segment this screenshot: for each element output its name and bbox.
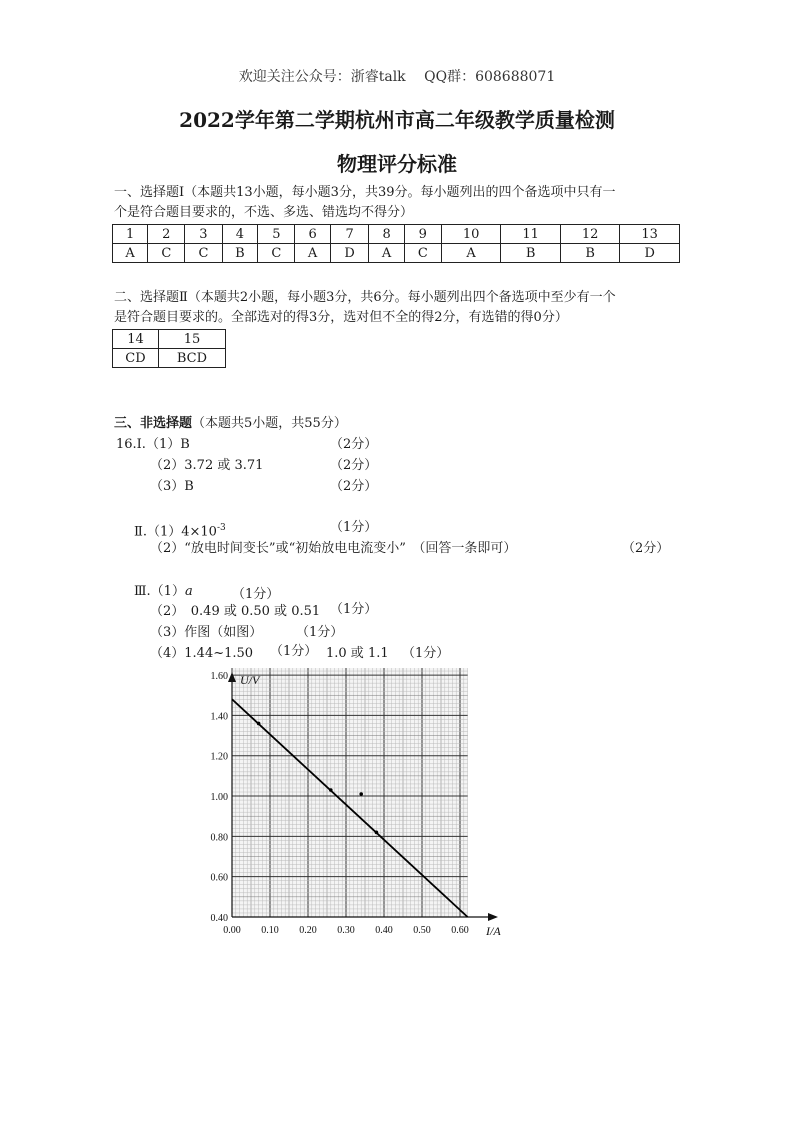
answer-cell: CD	[113, 349, 159, 368]
x-tick-label: 0.10	[261, 925, 279, 936]
answer-cell: BCD	[158, 349, 225, 368]
q16-3-item4-score2: （1分）	[402, 646, 450, 661]
section1-answer-table	[112, 224, 680, 263]
question-number-cell: 3	[185, 225, 222, 244]
y-tick-label: 0.60	[210, 872, 228, 884]
y-tick-label: 0.80	[210, 832, 228, 844]
answer-cell: C	[258, 244, 295, 263]
q16-1-item3-label: （3）B	[150, 479, 194, 494]
q16-2-item2-score: （2分）	[622, 541, 670, 556]
question-number-cell: 4	[222, 225, 258, 244]
x-tick-label: 0.00	[223, 925, 241, 936]
section1-instructions-line1: 一、选择题Ⅰ（本题共13小题，每小题3分，共39分。每小题列出的四个备选项中只有一	[114, 185, 616, 200]
q16-3-item2-label: （2） 0.49 或 0.50 或 0.51	[150, 604, 321, 619]
x-tick-label: 0.60	[451, 925, 469, 936]
y-tick-label: 1.40	[210, 711, 228, 723]
question-number-cell: 11	[501, 225, 561, 244]
q16-3-item1-score: （1分）	[232, 587, 280, 602]
y-tick-label: 1.00	[210, 792, 228, 804]
question-number-cell: 10	[441, 225, 501, 244]
question-number-cell: 6	[295, 225, 330, 244]
q16-3-item4-label: （4）1.44~1.50	[150, 646, 254, 661]
q16-3-item3-label: （3）作图（如图）	[150, 625, 263, 640]
question-number-cell: 12	[560, 225, 620, 244]
q16-1-item1-label: 16.Ⅰ.（1）B	[116, 437, 190, 452]
x-axis-label: I/A	[486, 924, 501, 938]
answer-cell: C	[148, 244, 185, 263]
question-number-cell: 9	[404, 225, 441, 244]
question-number-cell: 8	[369, 225, 404, 244]
answer-cell: A	[369, 244, 404, 263]
answer-cell: C	[404, 244, 441, 263]
q16-3-item1	[134, 582, 193, 602]
question-number-cell: 5	[258, 225, 295, 244]
data-point	[359, 792, 363, 796]
answer-cell: D	[620, 244, 680, 263]
question-number-cell: 7	[330, 225, 369, 244]
data-point	[257, 722, 261, 726]
header-text: 欢迎关注公众号：浙睿talk QQ群：608688071	[238, 69, 556, 85]
q16-1-item1-score: （2分）	[330, 437, 378, 452]
q16-2-item1-score: （1分）	[330, 520, 378, 535]
page-title: 2022学年第二学期杭州市高二年级教学质量检测	[179, 108, 615, 132]
answer-cell: A	[113, 244, 148, 263]
x-tick-label: 0.50	[413, 925, 431, 936]
q16-3-item4-value: 1.0 或 1.1	[326, 646, 389, 661]
question-number-cell: 13	[620, 225, 680, 244]
answer-cell: B	[222, 244, 258, 263]
page-subtitle: 物理评分标准	[337, 152, 457, 176]
q16-2-item1-label: Ⅱ.（1）4×10	[134, 524, 217, 540]
q16-1-item3-score: （2分）	[330, 479, 378, 494]
q16-3-item1-label: Ⅲ.（1）	[134, 584, 185, 599]
y-tick-label: 1.20	[210, 751, 228, 763]
answer-cell: A	[441, 244, 501, 263]
section2-instructions-line1: 二、选择题Ⅱ（本题共2小题，每小题3分，共6分。每小题列出四个备选项中至少有一个	[114, 290, 616, 305]
x-tick-label: 0.20	[299, 925, 317, 936]
q16-1-item2-score: （2分）	[330, 458, 378, 473]
section2-instructions-line2: 是符合题目要求的。全部选对的得3分，选对但不全的得2分，有选错的得0分）	[114, 310, 568, 325]
question-number-cell: 1	[113, 225, 148, 244]
question-number-cell: 15	[158, 330, 225, 349]
question-number-cell: 2	[148, 225, 185, 244]
data-point	[375, 831, 379, 835]
y-tick-label: 1.60	[210, 671, 228, 683]
ui-graph	[200, 668, 520, 940]
data-point	[329, 788, 333, 792]
section3-heading	[114, 414, 347, 434]
q16-3-item2-score: （1分）	[330, 602, 378, 617]
section2-answer-table	[112, 329, 226, 368]
q16-1-item2-label: （2）3.72 或 3.71	[150, 458, 264, 473]
x-axis-arrow	[488, 913, 498, 921]
x-tick-label: 0.40	[375, 925, 393, 936]
q16-2-item2-label: （2）“放电时间变长”或“初始放电电流变小” （回答一条即可）	[150, 541, 517, 556]
q16-3-item1-answer: a	[184, 584, 193, 599]
q16-3-item4-score1: （1分）	[270, 644, 318, 659]
y-tick-label: 0.40	[210, 913, 228, 924]
answer-cell: D	[330, 244, 369, 263]
question-number-cell: 14	[113, 330, 159, 349]
answer-cell: B	[560, 244, 620, 263]
y-axis-label: U/V	[240, 673, 260, 687]
answer-cell: B	[501, 244, 561, 263]
q16-2-item1-exponent: -3	[216, 523, 226, 533]
answer-cell: A	[295, 244, 330, 263]
q16-3-item3-score: （1分）	[296, 625, 344, 640]
x-tick-label: 0.30	[337, 925, 355, 936]
section3-heading-title: 三、非选择题	[114, 416, 193, 431]
answer-cell: C	[185, 244, 222, 263]
section3-heading-note: （本题共5小题，共55分）	[192, 416, 347, 431]
section1-instructions-line2: 个是符合题目要求的，不选、多选、错选均不得分）	[114, 205, 414, 220]
